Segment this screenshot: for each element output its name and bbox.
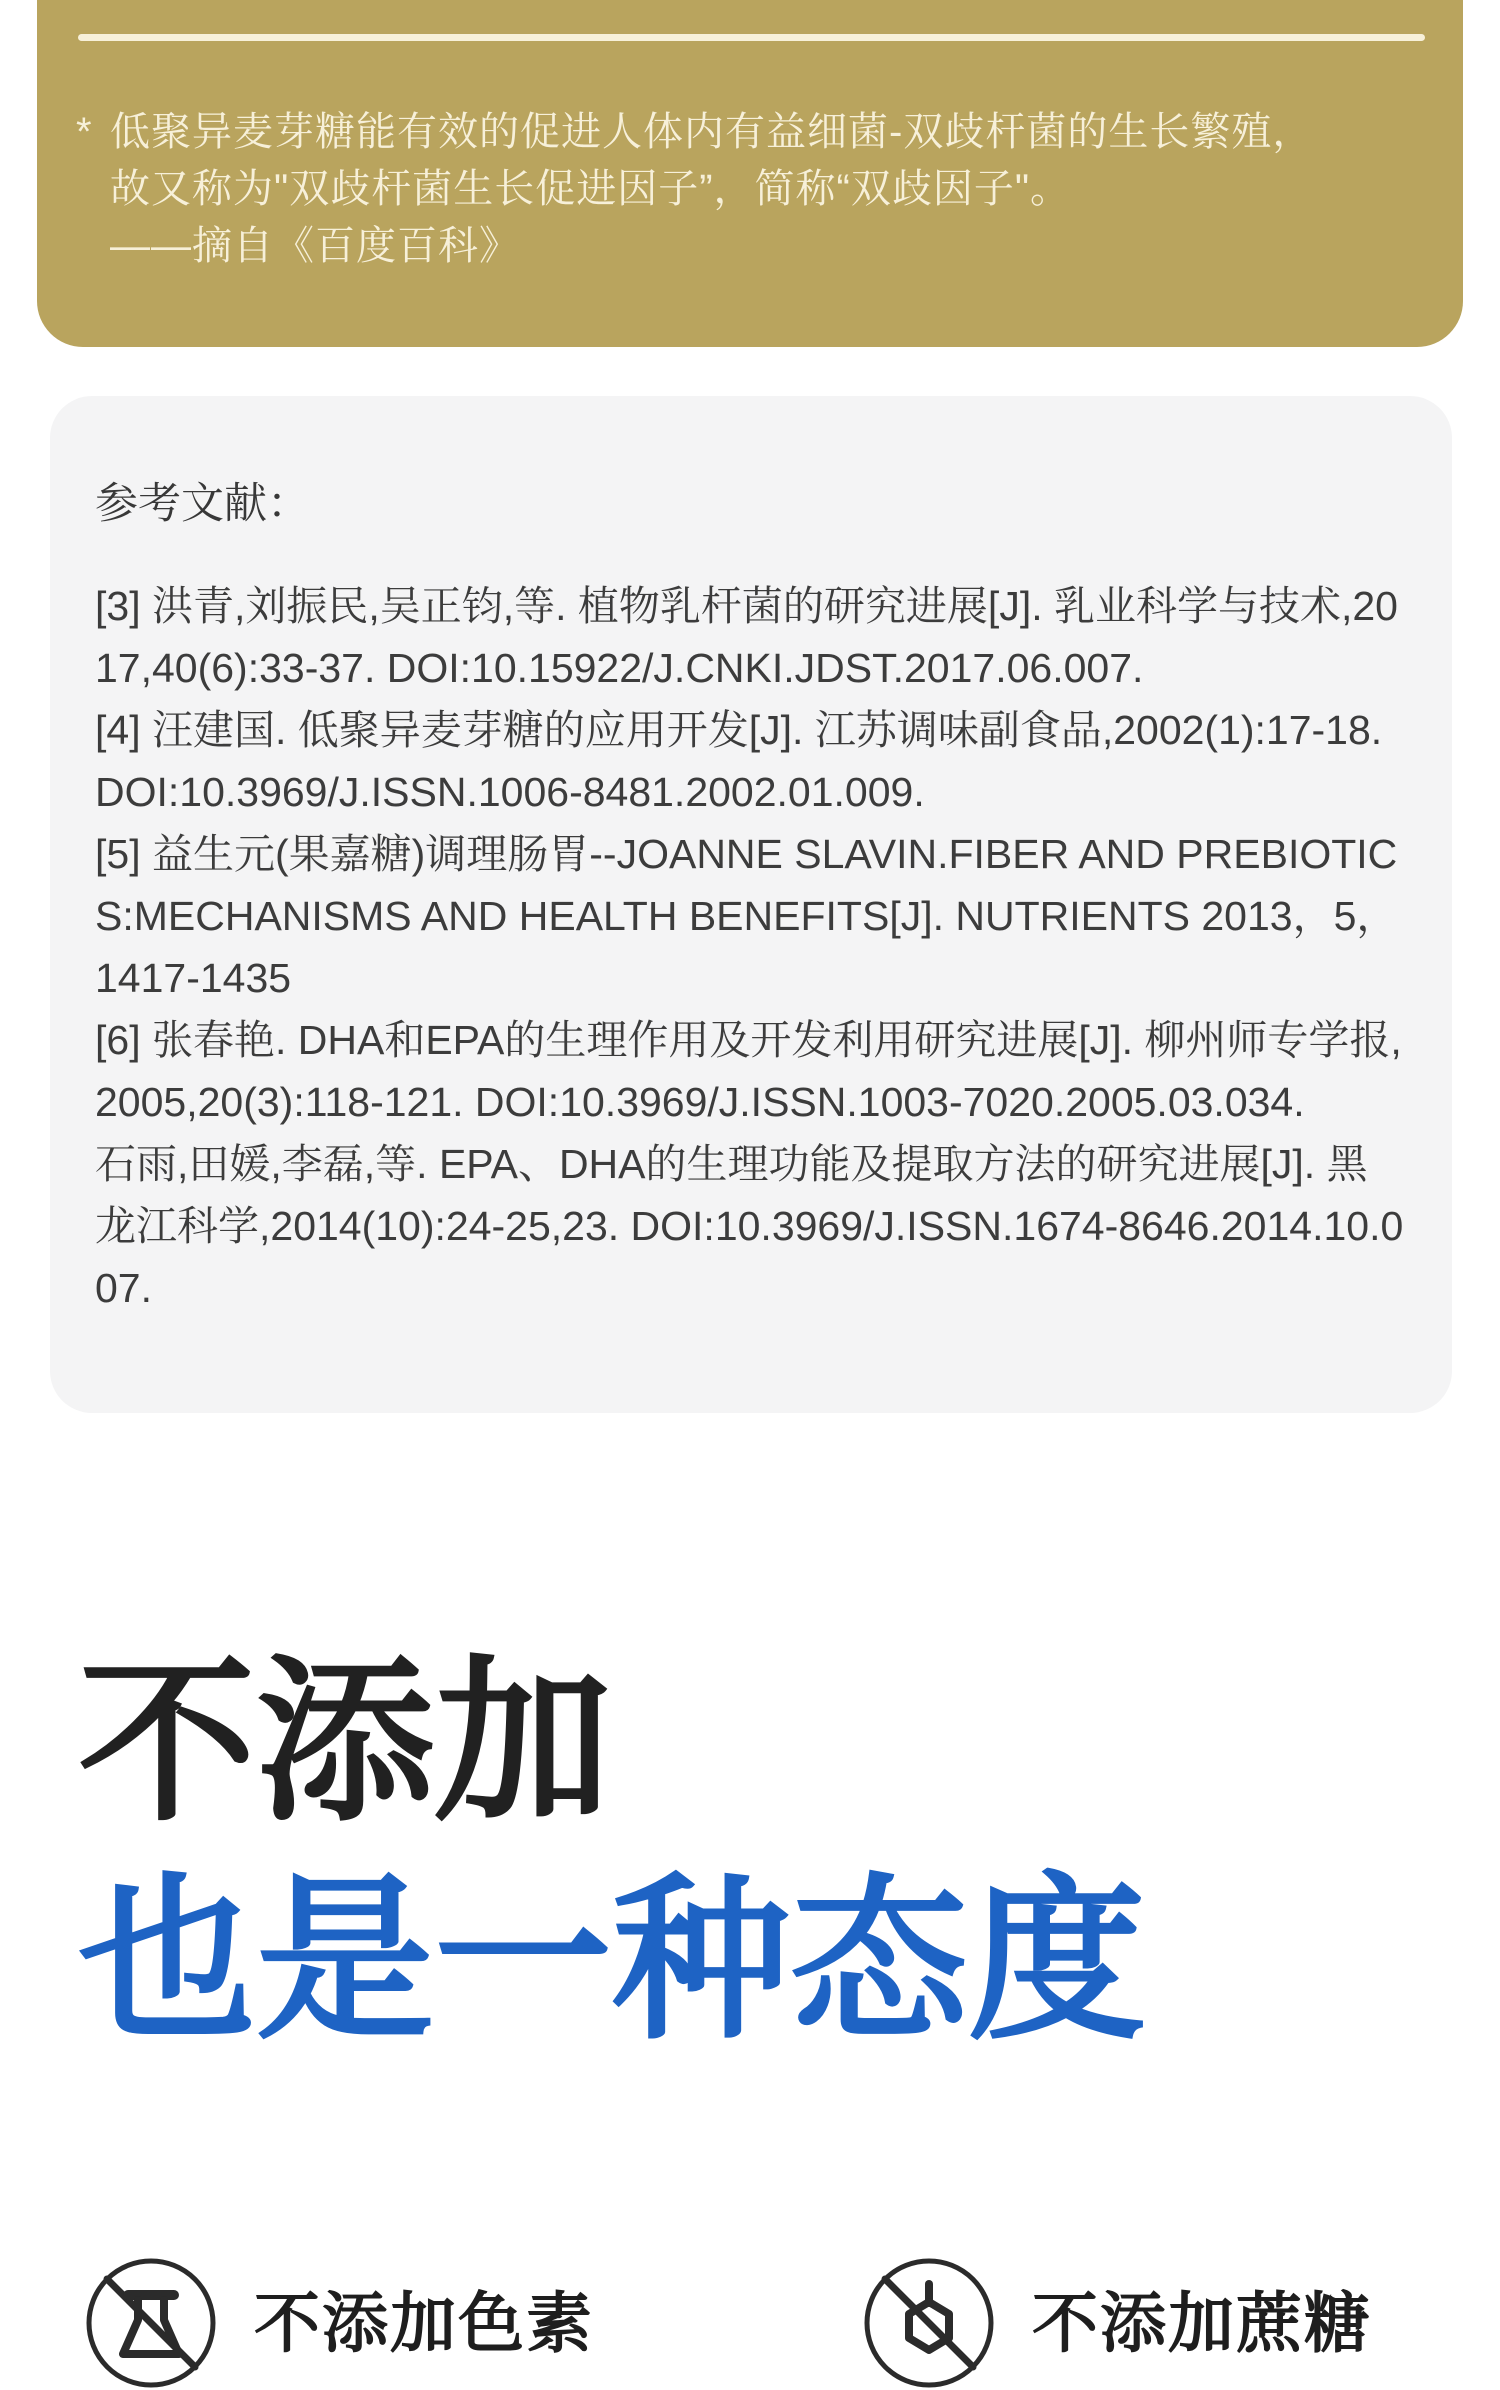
quote-source-text: ——摘自《百度百科》: [110, 224, 520, 268]
headline-line1: 不添加: [78, 1643, 612, 1842]
quote-line: [76, 161, 1406, 218]
reference-item: [5] 益生元(果嘉糖)调理肠胃--JOANNE SLAVIN.FIBER AND PREBIOTICS:MECHANISMS AND HEALTH BENEFITS[J]. NUTRIENTS 2013，5，1417-1435: [95, 831, 1398, 1001]
divider-line: [78, 34, 1425, 41]
references-title: 参考文献：: [95, 480, 310, 528]
badge-label: 不添加蔗糖: [1032, 2286, 1372, 2360]
headline-line2: 也是一种态度: [78, 1861, 1146, 2060]
reference-item: [3] 洪青,刘振民,吴正钧,等. 植物乳杆菌的研究进展[J]. 乳业科学与技术,2017,40(6):33-37. DOI:10.15922/J.CNKI.JDST.2017.06.007.: [95, 583, 1398, 691]
quote-line: [76, 104, 1406, 161]
no-colorant-icon: [84, 2256, 218, 2390]
badge-label: 不添加色素: [254, 2286, 594, 2360]
no-sucrose-badge: [862, 2256, 1372, 2390]
no-colorant-badge: [84, 2256, 594, 2390]
references-card: [50, 396, 1452, 1413]
reference-item: 石雨,田媛,李磊,等. EPA、DHA的生理功能及提取方法的研究进展[J]. 黑龙江科学,2014(10):24-25,23. DOI:10.3969/J.ISSN.1674-8646.2014.10.007.: [95, 1141, 1404, 1311]
reference-item: [4] 汪建国. 低聚异麦芽糖的应用开发[J]. 江苏调味副食品,2002(1):17-18. DOI:10.3969/J.ISSN.1006-8481.2002.01.009.: [95, 707, 1383, 815]
asterisk-marker: *: [76, 110, 93, 154]
quote-text-block: [76, 104, 1406, 275]
quote-line-text: 低聚异麦芽糖能有效的促进人体内有益细菌-双歧杆菌的生长繁殖，: [110, 110, 1314, 154]
gold-quote-section: [37, 0, 1463, 347]
quote-line-text: 故又称为"双歧杆菌生长促进因子”，简称“双歧因子"。: [110, 167, 1072, 211]
quote-source: [76, 218, 1406, 275]
no-sucrose-icon: [862, 2256, 996, 2390]
reference-item: [6] 张春艳. DHA和EPA的生理作用及开发利用研究进展[J]. 柳州师专学报,2005,20(3):118-121. DOI:10.3969/J.ISSN.1003-7020.2005.03.034.: [95, 1017, 1402, 1125]
